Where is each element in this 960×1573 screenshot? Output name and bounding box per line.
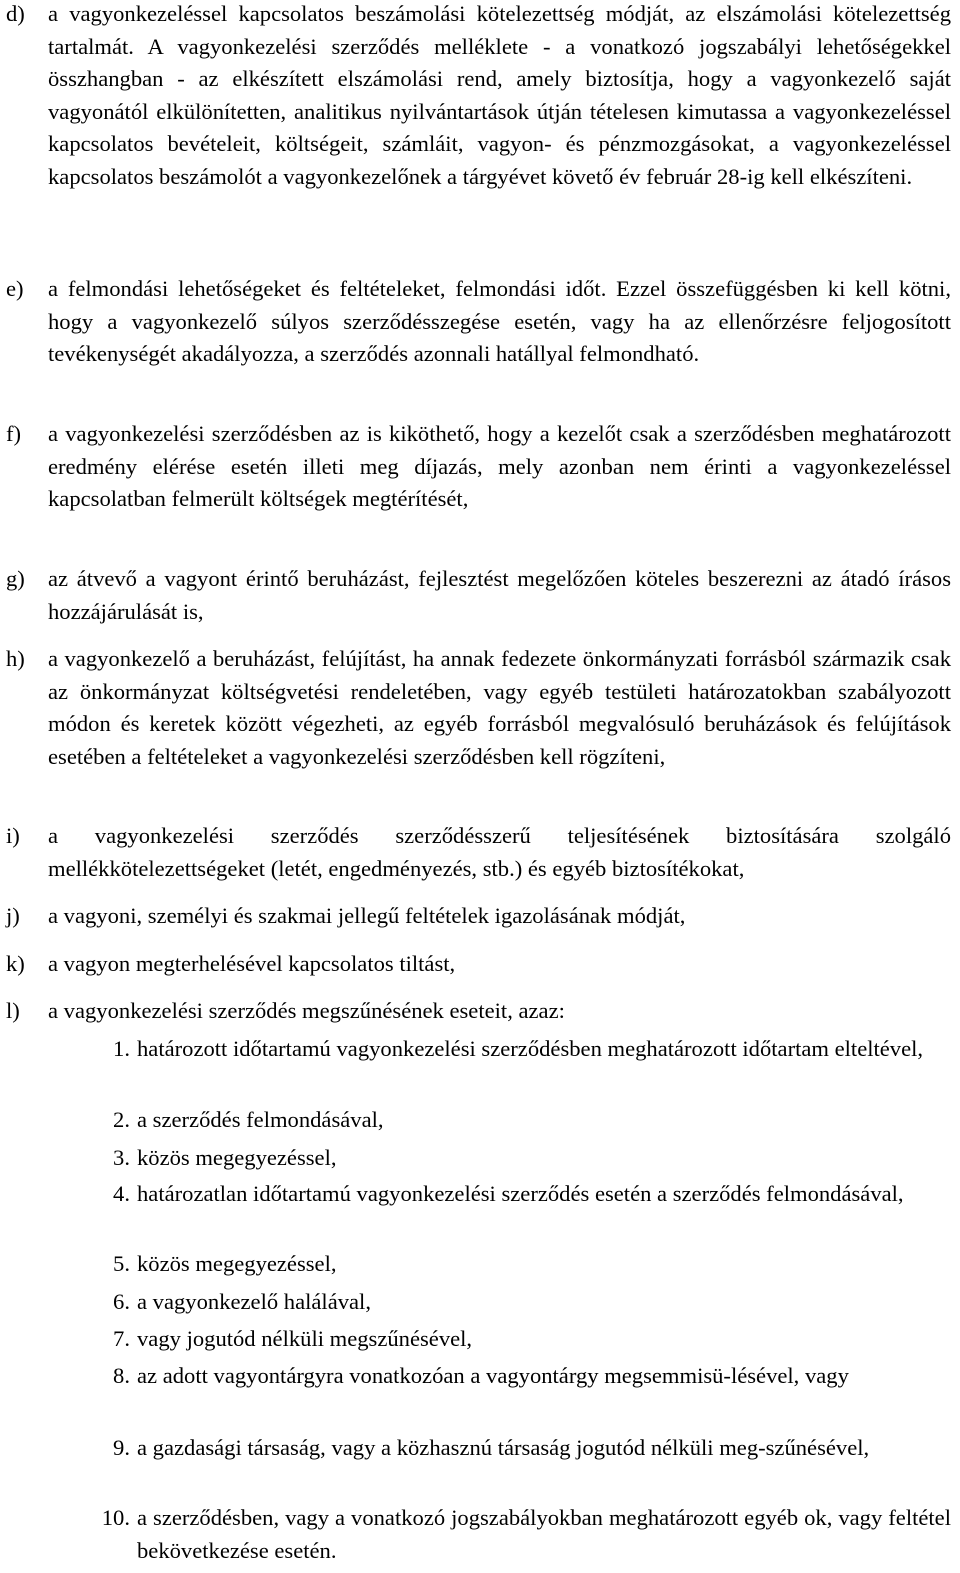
list-marker: l) — [6, 998, 20, 1023]
sublist-item-9 — [0, 1432, 951, 1465]
sublist-item-10 — [0, 1502, 951, 1567]
list-marker: k) — [6, 951, 25, 976]
sublist-text: a szerződés felmondásával, — [137, 1107, 384, 1132]
sublist-number: 8. — [113, 1363, 130, 1388]
list-marker: d) — [6, 1, 25, 26]
sublist-number: 7. — [113, 1326, 130, 1351]
sublist-number: 1. — [113, 1036, 130, 1061]
list-item-k — [0, 948, 951, 981]
list-marker: j) — [6, 903, 20, 928]
list-item-text: a vagyonkezelési szerződés megszűnésének eseteit, azaz: — [48, 998, 565, 1023]
sublist-item-4 — [0, 1178, 951, 1211]
sublist-item-5 — [0, 1248, 951, 1281]
sublist-text: az adott vagyontárgyra vonatkozóan a vagyontárgy megsemmisü-lésével, vagy — [137, 1363, 849, 1388]
sublist-item-6 — [0, 1286, 951, 1319]
list-item-g — [0, 563, 951, 628]
list-item-h — [0, 643, 951, 773]
list-marker: g) — [6, 566, 25, 591]
list-item-j — [0, 900, 951, 933]
list-item-f — [0, 418, 951, 516]
sublist-text: határozott időtartamú vagyonkezelési szerződésben meghatározott időtartam elteltével, — [137, 1036, 924, 1061]
list-item-d — [0, 0, 951, 194]
sublist-number: 2. — [113, 1107, 130, 1132]
list-item-text: a felmondási lehetőségeket és feltételeket, felmondási időt. Ezzel összefüggésben ki kell kötni, hogy a vagyonkezelő súlyos szerződésszegése esetén, vagy ha az ellenőrzésre feljogosított tevékenységét akadályozza, a szerződés azonnali hatállyal felmondható. — [48, 276, 951, 367]
sublist-number: 4. — [113, 1181, 130, 1206]
list-item-text: a vagyon megterhelésével kapcsolatos tiltást, — [48, 951, 456, 976]
list-item-text: a vagyonkezelési szerződés szerződésszerű teljesítésének biztosítására szolgáló mellékkötelezettségeket (letét, engedményezés, stb.) és egyéb biztosítékokat, — [48, 823, 951, 881]
sublist-item-7 — [0, 1323, 951, 1356]
list-item-text: a vagyonkezeléssel kapcsolatos beszámolási kötelezettség módját, az elszámolási kötelezettség tartalmát. A vagyonkezelési szerződés melléklete - a vonatkozó jogszabályi lehetőségekkel összhangban - az elkészített elszámolási rend, amely biztosítja, hogy a vagyonkezelő saját vagyonától elkülönítetten, analitikus nyilvántartások útján tételesen kimutassa a vagyonkezeléssel kapcsolatos bevételeit, költségeit, számláit, vagyon- és pénzmozgásokat, a vagyonkezeléssel kapcsolatos beszámolót a vagyonkezelőnek a tárgyévet követő év február 28-ig kell elkészíteni. — [48, 1, 951, 189]
list-item-text: a vagyonkezelési szerződésben az is kiköthető, hogy a kezelőt csak a szerződésben meghatározott eredmény elérése esetén illeti meg díjazás, mely azonban nem érinti a vagyonkezeléssel kapcsolatban felmerült költségek megtérítését, — [48, 421, 951, 512]
list-marker: h) — [6, 646, 25, 671]
sublist-text: vagy jogutód nélküli megszűnésével, — [137, 1326, 473, 1351]
list-item-text: az átvevő a vagyont érintő beruházást, fejlesztést megelőzően köteles beszerezni az átadó írásos hozzájárulását is, — [48, 566, 951, 624]
sublist-text: a vagyonkezelő halálával, — [137, 1289, 371, 1314]
sublist-number: 10. — [101, 1505, 130, 1530]
list-item-e — [0, 273, 951, 371]
sublist-text: a gazdasági társaság, vagy a közhasznú társaság jogutód nélküli meg-szűnésével, — [137, 1435, 870, 1460]
list-item-i — [0, 820, 951, 885]
sublist-item-1 — [0, 1033, 951, 1066]
list-item-text: a vagyonkezelő a beruházást, felújítást, ha annak fedezete önkormányzati forrásból származik csak az önkormányzat költségvetési rendeletében, vagy egyéb testületi határozatokban szabályozott módon és keretek között végezheti, az egyéb forrásból megvalósuló beruházások és felújítások esetében a feltételeket a vagyonkezelési szerződésben kell rögzíteni, — [48, 646, 951, 769]
sublist-number: 3. — [113, 1145, 130, 1170]
sublist-number: 5. — [113, 1251, 130, 1276]
sublist-text: közös megegyezéssel, — [137, 1251, 337, 1276]
sublist-item-8 — [0, 1360, 951, 1393]
sublist-item-2 — [0, 1104, 951, 1137]
sublist-text: közös megegyezéssel, — [137, 1145, 337, 1170]
sublist-text: a szerződésben, vagy a vonatkozó jogszabályokban meghatározott egyéb ok, vagy feltétel bekövetkezése esetén. — [137, 1505, 951, 1563]
list-marker: i) — [6, 823, 20, 848]
sublist-number: 6. — [113, 1289, 130, 1314]
sublist-item-3 — [0, 1142, 951, 1175]
list-marker: e) — [6, 276, 24, 301]
list-marker: f) — [6, 421, 22, 446]
list-item-text: a vagyoni, személyi és szakmai jellegű feltételek igazolásának módját, — [48, 903, 686, 928]
sublist-number: 9. — [113, 1435, 130, 1460]
sublist-text: határozatlan időtartamú vagyonkezelési szerződés esetén a szerződés felmondásával, — [137, 1181, 904, 1206]
list-item-l — [0, 995, 951, 1028]
